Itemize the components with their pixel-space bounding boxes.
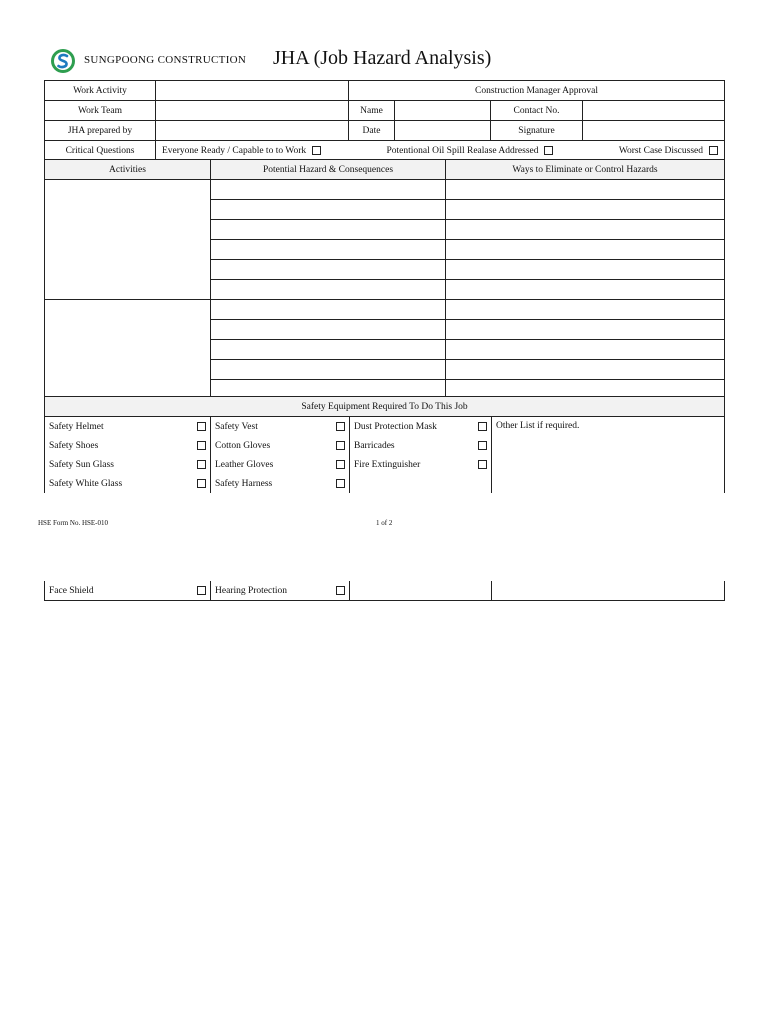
- hazard-field[interactable]: [211, 260, 446, 280]
- critical-questions-row: [156, 141, 725, 161]
- safety-col2-item: [211, 581, 350, 601]
- ways-to-eliminate-header: Ways to Eliminate or Control Hazards: [446, 160, 725, 180]
- safety-sun-glass-checkbox[interactable]: [197, 460, 206, 469]
- safety-white-glass-label: Safety White Glass: [49, 478, 123, 489]
- barricades-checkbox[interactable]: [478, 441, 487, 450]
- safety-equipment-heading: Safety Equipment Required To Do This Job: [45, 397, 725, 417]
- hazard-field[interactable]: [211, 340, 446, 360]
- control-field[interactable]: [446, 240, 725, 260]
- leather-gloves-label: Leather Gloves: [215, 459, 274, 470]
- question-oil-spill-checkbox[interactable]: [544, 146, 553, 155]
- control-field[interactable]: [446, 320, 725, 340]
- contact-no-label: Contact No.: [491, 101, 583, 121]
- safety-col3-empty: [350, 474, 492, 493]
- safety-vest-checkbox[interactable]: [336, 422, 345, 431]
- safety-equipment-continued-table: [44, 581, 725, 601]
- safety-col3-item: [350, 417, 492, 437]
- control-field[interactable]: [446, 340, 725, 360]
- hazard-field[interactable]: [211, 220, 446, 240]
- fire-extinguisher-label: Fire Extinguisher: [354, 459, 421, 470]
- safety-col2-item: [211, 474, 350, 493]
- cotton-gloves-label: Cotton Gloves: [215, 440, 271, 451]
- question-ready-checkbox[interactable]: [312, 146, 321, 155]
- hazard-field[interactable]: [211, 240, 446, 260]
- work-team-field[interactable]: [156, 101, 349, 121]
- document-header: [48, 46, 728, 78]
- face-shield-label: Face Shield: [49, 585, 94, 596]
- question-oil-spill-label: Potentional Oil Spill Realase Addressed: [386, 145, 539, 156]
- hazard-field[interactable]: [211, 180, 446, 200]
- date-label: Date: [349, 121, 395, 141]
- safety-col2-item: [211, 436, 350, 455]
- info-table: [44, 80, 725, 161]
- hazard-field[interactable]: [211, 280, 446, 300]
- control-field[interactable]: [446, 360, 725, 380]
- hazard-field[interactable]: [211, 360, 446, 380]
- safety-white-glass-checkbox[interactable]: [197, 479, 206, 488]
- cotton-gloves-checkbox[interactable]: [336, 441, 345, 450]
- safety-col3-item: [350, 436, 492, 455]
- question-worst-case-item: [619, 146, 718, 156]
- control-field[interactable]: [446, 300, 725, 320]
- potential-hazard-header: Potential Hazard & Consequences: [211, 160, 446, 180]
- safety-helmet-label: Safety Helmet: [49, 421, 104, 432]
- control-field[interactable]: [446, 220, 725, 240]
- work-activity-label: Work Activity: [45, 81, 156, 101]
- hazard-field[interactable]: [211, 300, 446, 320]
- control-field[interactable]: [446, 180, 725, 200]
- activity-field-2[interactable]: [45, 300, 211, 400]
- safety-helmet-checkbox[interactable]: [197, 422, 206, 431]
- safety-col1-item: [45, 417, 211, 437]
- fire-extinguisher-checkbox[interactable]: [478, 460, 487, 469]
- contact-no-field[interactable]: [583, 101, 725, 121]
- control-field[interactable]: [446, 200, 725, 220]
- activity-field-1[interactable]: [45, 180, 211, 300]
- leather-gloves-checkbox[interactable]: [336, 460, 345, 469]
- safety-col3-item: [350, 455, 492, 474]
- page-number: 1 of 2: [376, 519, 393, 527]
- control-field[interactable]: [446, 280, 725, 300]
- cm-approval-label: Construction Manager Approval: [349, 81, 725, 101]
- safety-harness-label: Safety Harness: [215, 478, 273, 489]
- work-activity-field[interactable]: [156, 81, 349, 101]
- hazard-field[interactable]: [211, 320, 446, 340]
- name-label: Name: [349, 101, 395, 121]
- safety-equipment-table: [44, 396, 725, 493]
- signature-field[interactable]: [583, 121, 725, 141]
- safety-sun-glass-label: Safety Sun Glass: [49, 459, 114, 470]
- hazard-table: [44, 159, 725, 400]
- work-team-label: Work Team: [45, 101, 156, 121]
- hearing-protection-label: Hearing Protection: [215, 585, 288, 596]
- signature-label: Signature: [491, 121, 583, 141]
- control-field[interactable]: [446, 260, 725, 280]
- question-worst-case-checkbox[interactable]: [709, 146, 718, 155]
- date-field[interactable]: [395, 121, 491, 141]
- safety-harness-checkbox[interactable]: [336, 479, 345, 488]
- safety-col2-item: [211, 417, 350, 437]
- document-title: JHA (Job Hazard Analysis): [273, 47, 492, 69]
- safety-col1-item: [45, 581, 211, 601]
- other-list-continued-field[interactable]: [492, 581, 725, 601]
- safety-col1-item: [45, 474, 211, 493]
- sungpoong-logo-icon: [50, 48, 76, 74]
- safety-col1-item: [45, 436, 211, 455]
- hearing-protection-checkbox[interactable]: [336, 586, 345, 595]
- jha-prepared-by-field[interactable]: [156, 121, 349, 141]
- safety-vest-label: Safety Vest: [215, 421, 258, 432]
- critical-questions-label: Critical Questions: [45, 141, 156, 161]
- form-number: HSE Form No. HSE-010: [38, 519, 109, 527]
- name-field[interactable]: [395, 101, 491, 121]
- safety-col2-item: [211, 455, 350, 474]
- question-ready-label: Everyone Ready / Capable to to Work: [162, 145, 307, 156]
- other-list-label: Other List if required.: [496, 421, 580, 431]
- safety-shoes-checkbox[interactable]: [197, 441, 206, 450]
- question-ready-item: [162, 146, 321, 156]
- company-name: SUNGPOONG CONSTRUCTION: [84, 54, 247, 66]
- activities-header: Activities: [45, 160, 211, 180]
- question-oil-spill-item: [387, 146, 554, 156]
- dust-protection-mask-label: Dust Protection Mask: [354, 421, 437, 432]
- jha-prepared-by-label: JHA prepared by: [45, 121, 156, 141]
- safety-col1-item: [45, 455, 211, 474]
- barricades-label: Barricades: [354, 440, 395, 451]
- question-worst-case-label: Worst Case Discussed: [618, 145, 704, 156]
- other-list-field[interactable]: [492, 417, 725, 494]
- face-shield-checkbox[interactable]: [197, 586, 206, 595]
- dust-protection-mask-checkbox[interactable]: [478, 422, 487, 431]
- safety-shoes-label: Safety Shoes: [49, 440, 99, 451]
- safety-col3-empty: [350, 581, 492, 601]
- hazard-field[interactable]: [211, 200, 446, 220]
